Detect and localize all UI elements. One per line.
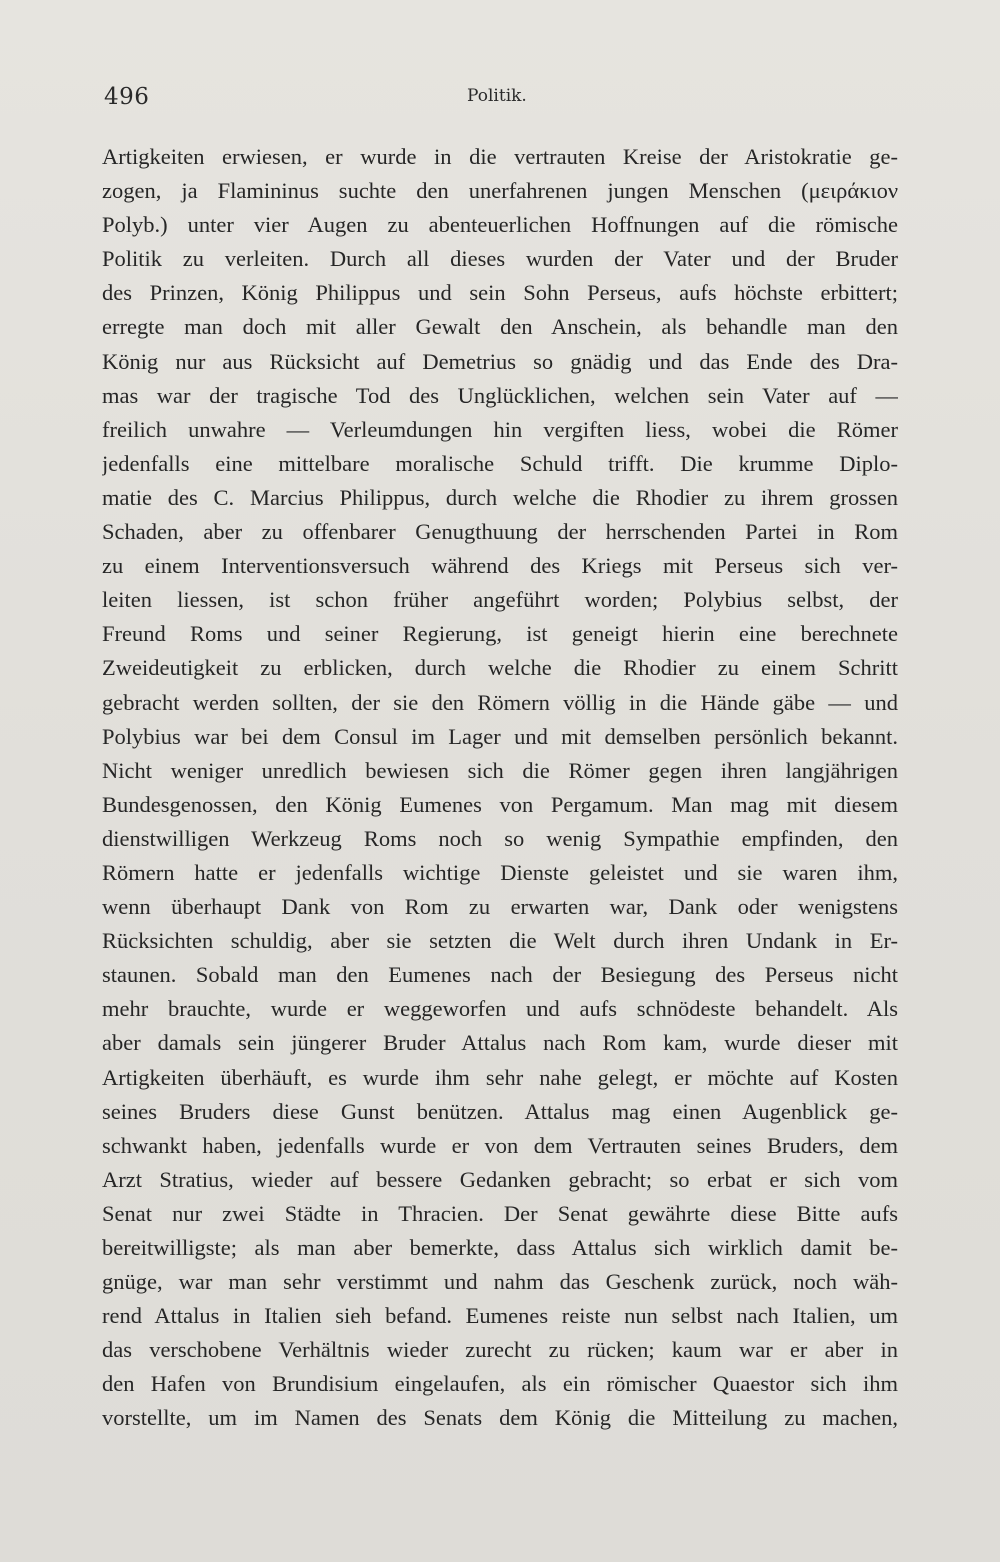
text-line: den Hafen von Brundisium eingelaufen, als ein römischer Quaestor sich ihm [102,1371,898,1397]
text-line: Zweideutigkeit zu erblicken, durch welche die Rhodier zu einem Schritt [102,655,898,681]
text-line: aber damals sein jüngerer Bruder Attalus nach Rom kam, wurde dieser mit [102,1030,898,1056]
text-line: zu einem Interventionsversuch während des Kriegs mit Perseus sich ver- [102,553,898,579]
text-line: schwankt haben, jedenfalls wurde er von dem Vertrauten seines Bruders, dem [102,1132,898,1158]
text-line: Politik zu verleiten. Durch all dieses wurden der Vater und der Bruder [102,246,898,272]
text-line: Nicht weniger unredlich bewiesen sich die Römer gegen ihren langjährigen [102,757,898,783]
text-line: vorstellte, um im Namen des Senats dem König die Mitteilung zu machen, [102,1405,898,1431]
text-line: gebracht werden sollten, der sie den Römern völlig in die Hände gäbe — und [102,689,898,715]
text-line: Polybius war bei dem Consul im Lager und mit demselben persönlich bekannt. [102,723,898,749]
text-line: Arzt Stratius, wieder auf bessere Gedanken gebracht; so erbat er sich vom [102,1166,898,1192]
running-title: Politik. [467,86,527,106]
text-line: mehr brauchte, wurde er weggeworfen und aufs schnödeste behandelt. Als [102,996,898,1022]
text-line: leiten liessen, ist schon früher angeführt worden; Polybius selbst, der [102,587,898,613]
text-line: matie des C. Marcius Philippus, durch welche die Rhodier zu ihrem grossen [102,484,898,510]
text-line: Römern hatte er jedenfalls wichtige Dienste geleistet und sie waren ihm, [102,859,898,885]
text-line: staunen. Sobald man den Eumenes nach der Besiegung des Perseus nicht [102,962,898,988]
text-line: bereitwilligste; als man aber bemerkte, dass Attalus sich wirklich damit be- [102,1235,898,1260]
text-line: König nur aus Rücksicht auf Demetrius so gnädig und das Ende des Dra- [102,348,898,374]
text-line: seines Bruders diese Gunst benützen. Attalus mag einen Augenblick ge- [102,1098,898,1124]
text-line: dienstwilligen Werkzeug Roms noch so wenig Sympathie empfinden, den [102,825,898,851]
text-line: rend Attalus in Italien sieh befand. Eumenes reiste nun selbst nach Italien, um [102,1303,898,1329]
text-line: erregte man doch mit aller Gewalt den Anschein, als behandle man den [102,314,898,340]
page-number: 496 [104,84,150,110]
text-line: Artigkeiten erwiesen, er wurde in die vertrauten Kreise der Aristokratie ge- [102,144,898,169]
text-line: Artigkeiten überhäuft, es wurde ihm sehr nahe gelegt, er möchte auf Kosten [102,1064,898,1090]
text-line: Freund Roms und seiner Regierung, ist geneigt hierin eine berechnete [102,621,898,647]
text-line: Bundesgenossen, den König Eumenes von Pergamum. Man mag mit diesem [102,791,898,817]
text-line: mas war der tragische Tod des Unglücklichen, welchen sein Vater auf — [102,382,898,408]
running-head [104,84,898,118]
text-line: wenn überhaupt Dank von Rom zu erwarten war, Dank oder wenigstens [102,894,898,920]
text-line: Polyb.) unter vier Augen zu abenteuerlichen Hoffnungen auf die römische [102,212,898,238]
text-line: gnüge, war man sehr verstimmt und nahm das Geschenk zurück, noch wäh- [102,1269,898,1295]
body-text [102,140,898,1436]
text-line: zogen, ja Flamininus suchte den unerfahrenen jungen Menschen (μειράκιον [102,178,898,204]
text-line: Senat nur zwei Städte in Thracien. Der Senat gewährte diese Bitte aufs [102,1200,898,1226]
text-line: freilich unwahre — Verleumdungen hin vergiften liess, wobei die Römer [102,416,898,442]
text-line: Rücksichten schuldig, aber sie setzten die Welt durch ihren Undank in Er- [102,928,898,954]
text-line: jedenfalls eine mittelbare moralische Schuld trifft. Die krumme Diplo- [102,450,898,476]
text-line: Schaden, aber zu offenbarer Genugthuung der herrschenden Partei in Rom [102,519,898,545]
text-line: das verschobene Verhältnis wieder zurecht zu rücken; kaum war er aber in [102,1337,898,1363]
text-line: des Prinzen, König Philippus und sein Sohn Perseus, aufs höchste erbittert; [102,280,898,306]
